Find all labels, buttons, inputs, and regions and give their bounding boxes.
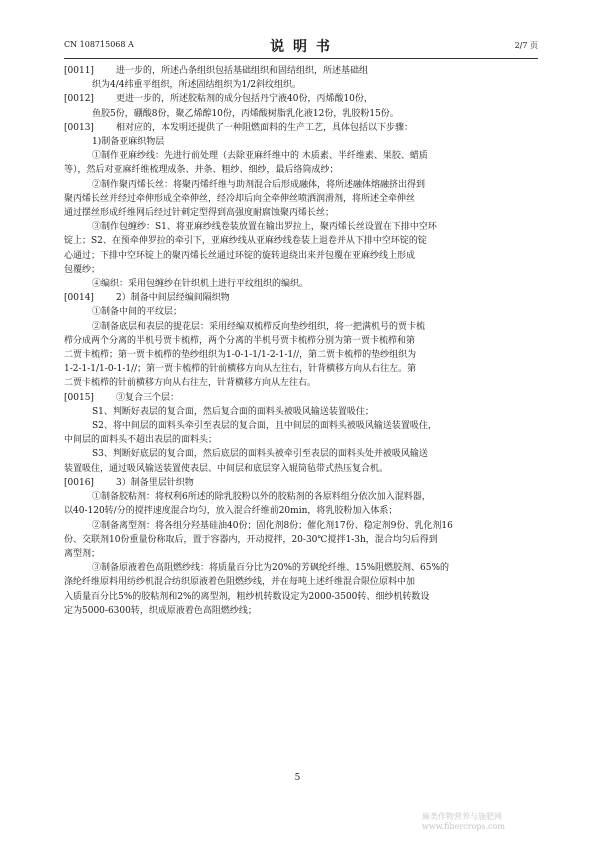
text-line: 1-2-1-1/1-0-1-1//；第一贾卡梳栉的针前横移方向从左往右，针背横移方向从右往左。第 — [64, 364, 417, 375]
paragraph-0012 — [64, 92, 538, 120]
text-line: 二贾卡梳栉的针前横移方向从右往左，针背横移方向从左往右。 — [64, 378, 317, 389]
text-line: 装置吸住，通过吸风输送装置使表层、中间层和底层穿入辊筒毡带式热压复合机。 — [64, 463, 389, 474]
section-heading: 2）制备中间层经编间隔织物 — [116, 293, 230, 304]
text-line: ③制作包缠纱：S1、将亚麻纱线卷装放置在输出罗拉上，聚丙烯长丝设置在下排中空环 — [92, 222, 437, 233]
text-line: 中间层的面料头不超出表层的面料头； — [64, 435, 218, 446]
text-line: 定为5000-6300转，织成原液着色高阻燃纱线； — [64, 605, 257, 616]
document-body — [64, 64, 538, 618]
text-line: ①制作亚麻纱线：先进行前处理（去除亚麻纤维中的 木质素、半纤维素、果胶、蜡质 — [92, 151, 428, 162]
text-line: S1、判断好表层的复合面，然后复合面的面料头被吸风输送装置吸住； — [92, 406, 374, 417]
paragraph-0015 — [64, 391, 538, 476]
text-line: 心通过；下排中空环锭上的聚丙烯长丝通过环锭的旋转退绕出来并包覆在亚麻纱线上形成 — [64, 250, 416, 261]
text-line: ④编织：采用包缠纱在针织机上进行平纹组织的编织。 — [92, 279, 309, 290]
section-heading: 3）制备里层针织物 — [116, 477, 194, 488]
text-line: 二贾卡梳栉；第一贾卡梳栉的垫纱组织为1-0-1-1/1-2-1-1//，第二贾卡梳栉的垫纱组织为 — [64, 350, 417, 361]
text-line: S2、将中间层的面料头牵引至表层的复合面，且中间层的面料头被吸风输送装置吸住， — [92, 421, 437, 432]
paragraph-line: 更进一步的，所述胶粘剂的成分包括丹宁液40份，丙烯酸10份， — [116, 94, 373, 105]
text-line: ②制作聚丙烯长丝：将聚丙烯纤维与助剂混合后形成融体，将所述融体熔融挤出得到 — [92, 179, 426, 190]
header-rule — [64, 58, 538, 59]
text-line: 离型剂； — [64, 548, 101, 559]
paragraph-0014 — [64, 291, 538, 390]
text-line: ③制备原液着色高阻燃纱线：将质量百分比为20%的芳砜纶纤维、15%阻燃胶剂、65%的 — [92, 563, 450, 574]
page-header — [64, 36, 538, 56]
text-line: 份、交联剂10份重量份称取后，置于容器内，开动搅拌，20-30℃搅拌1-3h，混合均匀后得到 — [64, 534, 438, 545]
text-line: 栉分成两个分离的半机号贾卡梳栉，两个分离的半机号贾卡梳栉分别为第一贾卡梳栉和第 — [64, 335, 416, 346]
paragraph-tag: [0012] — [64, 94, 94, 105]
paragraph-line: 进一步的，所述凸条组织包括基础组织和固结组织，所述基础组 — [116, 66, 369, 76]
text-line: 通过摆丝形成纤维网后经过针刺定型得到高强度耐腐蚀聚丙烯长丝； — [64, 208, 335, 219]
section-heading: 1)制备亚麻织物层 — [92, 137, 165, 148]
text-line: ①制备中间的平纹层； — [92, 307, 183, 318]
text-line: ①制备胶粘剂：将权利6所述的除乳胶粉以外的胶粘剂的各原料组分依次加入混料器， — [92, 492, 431, 503]
text-line: ②制备底层和表层的提花层：采用经编双梳栉反向垫纱组织，将一把满机号的贾卡梳 — [92, 321, 426, 332]
paragraph-tag: [0014] — [64, 293, 94, 304]
page-info: 2/7 页 — [514, 41, 538, 50]
text-line: ②制备离型剂：将各组分羟基硅油40份；固化剂8份；催化剂17份、稳定剂9份、乳化剂16 — [92, 520, 453, 531]
text-line: 入质量百分比5%的胶粘剂和2%的离型剂，粗纱机转数设定为2000-3500转、细纱机转数设 — [64, 591, 430, 602]
watermark — [422, 812, 505, 832]
page-number: 5 — [294, 773, 301, 783]
text-line: 以40-120转/分的搅拌速度混合均匀，放入混合纤维前20min，将乳胶粉加入体系； — [64, 506, 398, 517]
paragraph-tag: [0013] — [64, 122, 94, 133]
text-line: 涤纶纤维原料用纺纱机混合纺织原液着色阻燃纱线，并在每吨上述纤维混合限位原料中加 — [64, 577, 416, 588]
paragraph-0011 — [64, 64, 538, 92]
paragraph-0016 — [64, 476, 538, 618]
text-line: 锭上；S2、在预牵伸罗拉的牵引下，亚麻纱线从亚麻纱线卷装上退卷并从下排中空环锭的锭 — [64, 236, 427, 247]
paragraph-line: 鱼胶5份，硼酸8份，聚乙烯醇10份，丙烯酸树脂乳化液12份，乳胶粉15份。 — [92, 108, 399, 119]
section-heading: ③复合三个层： — [116, 392, 180, 403]
text-line: S3、判断好底层的复合面，然后底层的面料头被牵引至表层的面料头处并被吸风输送 — [92, 449, 428, 460]
paragraph-tag: [0016] — [64, 477, 94, 488]
paragraph-tag: [0015] — [64, 392, 94, 403]
document-title: 说 明 书 — [270, 39, 332, 55]
text-line: 包覆纱； — [64, 264, 101, 275]
paragraph-0013 — [64, 121, 538, 135]
patent-number: CN 108715068 A — [64, 40, 134, 49]
step-1-body — [64, 135, 538, 291]
text-line: 等），然后对亚麻纤维梳理成条、并条、粗纱、细纱，最后络筒成纱； — [64, 165, 339, 176]
text-line: 聚丙烯长丝并经过牵伸形成全牵伸丝，经冷却后向全牵伸丝喷洒润滑剂，将所述全牵伸丝 — [64, 193, 416, 204]
paragraph-line: 织为4/4纬重平组织，所述固结组织为1/2斜纹组织。 — [92, 80, 301, 91]
paragraph-line: 相对应的，本发明还提供了一种阻燃面料的生产工艺，具体包括以下步骤： — [116, 122, 414, 133]
watermark-line: www.fibercrops.com — [422, 822, 505, 831]
watermark-line: 麻类作物营养与施肥网 — [422, 812, 502, 821]
paragraph-tag: [0011] — [64, 66, 94, 76]
